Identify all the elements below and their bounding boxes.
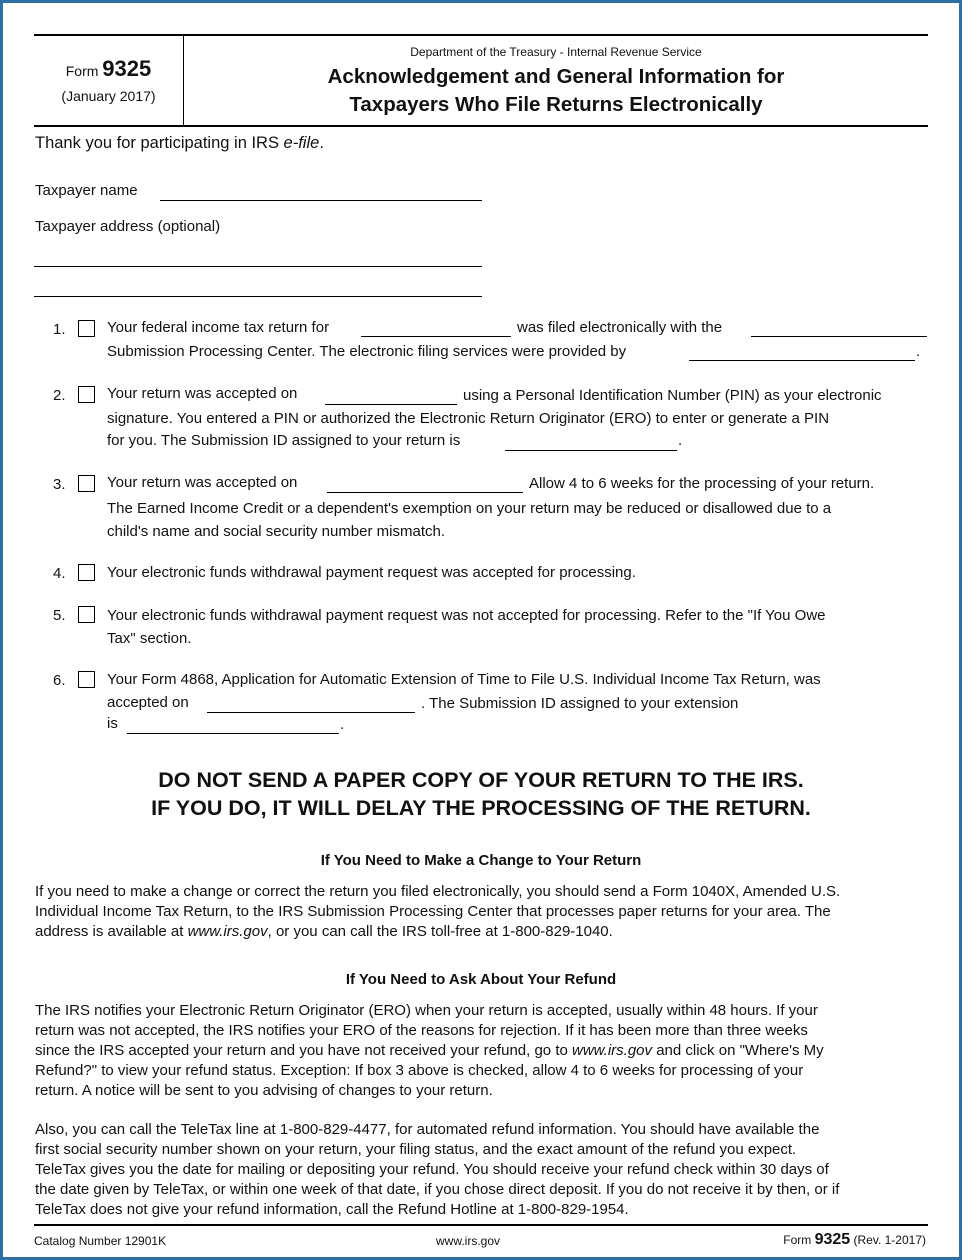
item-2-submission-id-field[interactable] [505, 450, 677, 451]
item-5-text: Tax" section. [107, 630, 192, 647]
taxpayer-address-line-2[interactable] [34, 296, 482, 297]
item-3-number: 3. [53, 476, 66, 493]
catalog-number: Catalog Number 12901K [34, 1234, 167, 1248]
change-return-paragraph: If you need to make a change or correct the return you filed electronically, you should send a Form 1040X, Amended U.S. Individual Income Tax Return, to the IRS Submission Processing Center that processes paper returns for your area. The address is available at www.irs.gov, or you can call the IRS toll-free at 1-800-829-1040. [35, 883, 841, 940]
item-3-text: Allow 4 to 6 weeks for the processing of your return. [529, 475, 875, 492]
warning-notice [34, 766, 928, 822]
item-2-number: 2. [53, 387, 66, 404]
form-id-block [34, 36, 184, 125]
form-footer [34, 1224, 928, 1254]
form-number: 9325 [102, 56, 152, 81]
item-5-checkbox[interactable] [78, 606, 95, 623]
item-2-period: . [678, 432, 683, 449]
item-4-number: 4. [53, 565, 66, 582]
refund-paragraph-2: Also, you can call the TeleTax line at 1-800-829-4477, for automated refund information. You should have available the first social security number shown on your return, your filing status, and the exact amount of the refund you expect. TeleTax gives you the date for mailing or depositing your refund. You should receive your refund check within 30 days of the date given by TeleTax, or within one week of that date, if you chose direct deposit. If you do not receive it by then, or if TeleTax does not give your refund information, call the Refund Hotline at 1-800-829-1954. [35, 1121, 840, 1218]
item-3-date-field[interactable] [327, 492, 523, 493]
title-line-2: Taxpayers Who File Returns Electronically [349, 93, 763, 116]
item-5-number: 5. [53, 607, 66, 624]
form-number-label [34, 56, 183, 82]
item-1-text: Submission Processing Center. The electronic filing services were provided by [107, 343, 627, 360]
department-name: Department of the Treasury - Internal Revenue Service [410, 45, 702, 59]
footer-website: www.irs.gov [436, 1234, 501, 1248]
warning-line-2: IF YOU DO, IT WILL DELAY THE PROCESSING OF THE RETURN. [151, 796, 811, 820]
taxpayer-name-label: Taxpayer name [35, 182, 138, 199]
item-1-text: Your federal income tax return for [107, 319, 330, 336]
item-6-text: . The Submission ID assigned to your extension [421, 695, 739, 712]
item-1-tax-year-field[interactable] [361, 336, 511, 337]
item-6-text: is [107, 715, 118, 732]
item-1-text: was filed electronically with the [517, 319, 723, 336]
form-title-block [184, 36, 928, 125]
item-4-checkbox[interactable] [78, 564, 95, 581]
title-line-1: Acknowledgement and General Information for [327, 65, 785, 88]
change-return-heading: If You Need to Make a Change to Your Return [320, 852, 642, 869]
item-2-text: signature. You entered a PIN or authorized the Electronic Return Originator (ERO) to enter or generate a PIN [107, 410, 830, 427]
item-3-text: The Earned Income Credit or a dependent's exemption on your return may be reduced or disallowed due to a [107, 500, 832, 517]
item-4-text: Your electronic funds withdrawal payment request was accepted for processing. [107, 564, 636, 581]
form-title [184, 63, 928, 119]
taxpayer-address-label: Taxpayer address (optional) [35, 218, 221, 235]
form-date: (January 2017) [61, 88, 156, 104]
item-2-text: Your return was accepted on [107, 385, 298, 402]
item-6-period: . [340, 716, 345, 733]
thank-you-text: Thank you for participating in IRS e-file. [35, 134, 324, 152]
item-2-date-field[interactable] [325, 404, 457, 405]
item-6-text: accepted on [107, 694, 189, 711]
form-page [34, 34, 928, 1252]
item-3-checkbox[interactable] [78, 475, 95, 492]
taxpayer-name-field[interactable] [160, 200, 482, 201]
item-5-text: Your electronic funds withdrawal payment request was not accepted for processing. Refer to the "If You Owe [107, 607, 826, 624]
item-6-submission-id-field[interactable] [127, 733, 339, 734]
item-6-checkbox[interactable] [78, 671, 95, 688]
item-1-period: . [916, 343, 921, 360]
irs-website-link[interactable]: www.irs.gov [572, 1042, 653, 1059]
taxpayer-address-line-1[interactable] [34, 266, 482, 267]
item-6-date-field[interactable] [207, 712, 415, 713]
item-6-number: 6. [53, 672, 66, 689]
efile-emphasis: e-file [283, 134, 320, 152]
irs-website-link[interactable]: www.irs.gov [187, 923, 268, 940]
item-2-text: using a Personal Identification Number (PIN) as your electronic [463, 387, 882, 404]
refund-heading: If You Need to Ask About Your Refund [345, 971, 617, 988]
item-2-text: for you. The Submission ID assigned to your return is [107, 432, 461, 449]
item-1-provider-field[interactable] [689, 360, 915, 361]
form-word: Form [65, 63, 99, 79]
item-3-text: child's name and social security number mismatch. [107, 523, 445, 540]
form-header [34, 34, 928, 127]
item-6-text: Your Form 4868, Application for Automatic Extension of Time to File U.S. Individual Income Tax Return, was [107, 671, 821, 688]
footer-form-id: Form 9325 (Rev. 1-2017) [783, 1231, 926, 1248]
item-3-text: Your return was accepted on [107, 474, 298, 491]
item-1-center-field[interactable] [751, 336, 927, 337]
item-2-checkbox[interactable] [78, 386, 95, 403]
refund-paragraph-1: The IRS notifies your Electronic Return Originator (ERO) when your return is accepted, usually within 48 hours. If your return was not accepted, the IRS notifies your ERO of the reasons for rejection. If it has been more than three weeks since the IRS accepted your return and you have not received your refund, go to www.irs.gov and click on "Where's My Refund?" to view your refund status. Exception: If box 3 above is checked, allow 4 to 6 weeks for processing of your return. A notice will be sent to you advising of changes to your return. [35, 1002, 824, 1099]
item-1-checkbox[interactable] [78, 320, 95, 337]
warning-line-1: DO NOT SEND A PAPER COPY OF YOUR RETURN TO THE IRS. [158, 768, 804, 792]
item-1-number: 1. [53, 321, 66, 338]
